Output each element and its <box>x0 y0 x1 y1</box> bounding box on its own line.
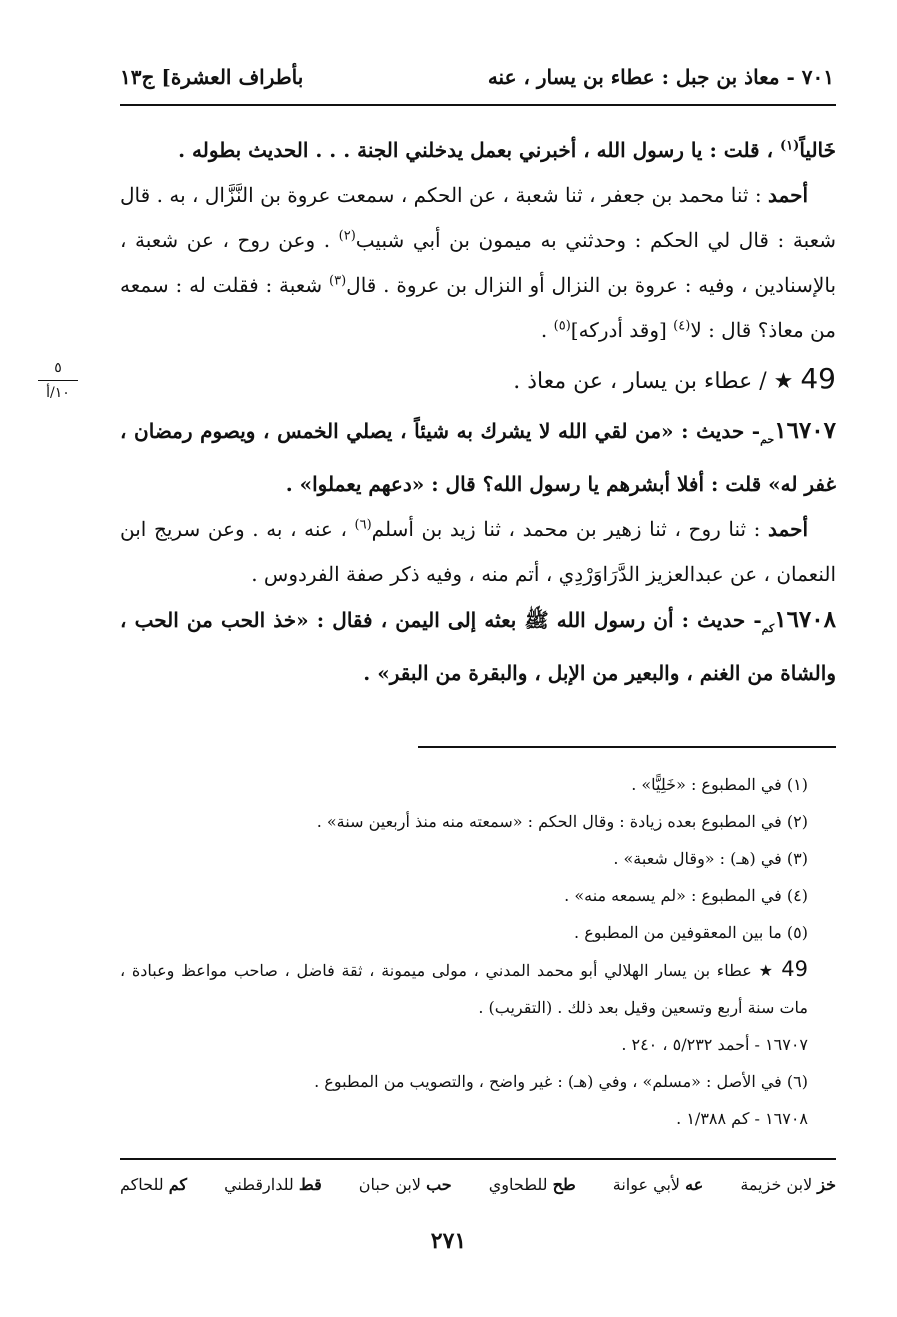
abbreviation-legend <box>120 1166 836 1202</box>
p2-text-1: : ثنا محمد بن جعفر ، ثنا شعبة ، عن الحكم ، سمعت عروة بن النَّزَّال ، به . قال شعبة : قال لي الحكم : وحدثني به ميمون بن أبي شبيب <box>120 183 837 252</box>
abbr-item: حب لابن حبان <box>358 1174 452 1194</box>
abbr-item: خز لابن خزيمة <box>740 1174 836 1194</box>
footnote-ref-5: (٥) <box>553 318 571 334</box>
p2-text-2: . وعن روح ، عن شعبة ، بالإسنادين ، وفيه : عروة بن النزال أو النزال بن عروة . قال <box>120 228 837 297</box>
p1-text: ، قلت : يا رسول الله ، أخبرني بعمل يدخلني الجنة . . . الحديث بطوله . <box>178 138 774 162</box>
biography-note <box>120 951 836 1026</box>
paragraph-2 <box>120 173 836 353</box>
p2-text-5: . <box>540 318 548 342</box>
abbr-item: طح للطحاوي <box>488 1174 576 1194</box>
reference-16708: ١٦٧٠٨ - كم ١/٣٨٨ . <box>676 1109 808 1128</box>
hadith-text: - حديث : «من لقي الله لا يشرك به شيئاً ، يصلي الخمس ، ويصوم رمضان ، غفر له» قلت : أفلا أبشرهم يا رسول الله؟ قال : «دعهم يعملوا» . <box>120 419 836 496</box>
p2-label: أحمد <box>768 183 808 207</box>
bio-text: عطاء بن يسار الهلالي أبو محمد المدني ، مولى ميمونة ، ثقة فاضل ، صاحب مواعظ وعبادة ، مات سنة أربع وتسعين وقيل بعد ذلك . (التقريب) . <box>120 961 808 1017</box>
abbr-item: قط للدارقطني <box>224 1174 322 1194</box>
p3-text-2: ، عنه ، به . وعن سريج ابن النعمان ، عن عبدالعزيز الدَّرَاوَرْدِي ، أتم منه ، وفيه ذكر صفة الفردوس . <box>120 517 836 586</box>
reference-16707: ١٦٧٠٧ - أحمد ٥/٢٣٢ ، ٢٤٠ . <box>621 1035 808 1054</box>
margin-note-top: ٥ <box>38 360 78 381</box>
star-icon: ★ <box>758 961 775 980</box>
section-number: 49 <box>800 362 836 395</box>
header-rule <box>120 104 836 106</box>
footnote-3: (٣) في (هـ) : «وقال شعبة» . <box>613 849 808 868</box>
p3-text-1: : ثنا روح ، ثنا زهير بن محمد ، ثنا زيد بن أسلم <box>371 517 761 541</box>
header-chapter-title: ٧٠١ - معاذ بن جبل : عطاء بن يسار ، عنه <box>487 65 834 89</box>
hadith-number: ١٦٧٠٨ <box>774 606 836 633</box>
hadith-number: ١٦٧٠٧ <box>774 417 836 444</box>
footnote-2: (٢) في المطبوع بعده زيادة : وقال الحكم : «سمعته منه منذ أربعين سنة» . <box>316 812 808 831</box>
footnote-4: (٤) في المطبوع : «لم يسمعه منه» . <box>564 886 808 905</box>
footnote-rule <box>418 746 836 748</box>
main-text <box>120 128 836 696</box>
hadith-16708 <box>120 597 836 696</box>
footnote-ref-2: (٢) <box>338 228 356 244</box>
p2-text-4: [وقد أدركه] <box>570 318 667 342</box>
p1-bold-word: خَالياً <box>799 138 836 162</box>
bio-number: 49 <box>781 957 809 981</box>
legend-rule <box>120 1158 836 1160</box>
hadith-siglum: كم <box>761 622 775 635</box>
footnote-5: (٥) ما بين المعقوفين من المطبوع . <box>574 923 808 942</box>
footnote-ref-1: (١) <box>780 138 800 154</box>
footnote-ref-6: (٦) <box>354 517 372 533</box>
star-icon: ★ <box>773 369 794 394</box>
section-title: / عطاء بن يسار ، عن معاذ . <box>513 369 767 394</box>
section-heading <box>120 353 836 408</box>
paragraph-1 <box>120 128 836 173</box>
footnote-6: (٦) في الأصل : «مسلم» ، وفي (هـ) : غير واضح ، والتصويب من المطبوع . <box>314 1072 808 1091</box>
paragraph-3 <box>120 507 836 597</box>
footnote-ref-3: (٣) <box>329 273 347 289</box>
p3-label: أحمد <box>768 517 808 541</box>
margin-note-bottom: ١٠/أ <box>46 385 70 401</box>
running-header <box>120 60 834 94</box>
page-number: ٢٧١ <box>430 1228 467 1254</box>
hadith-text: - حديث : أن رسول الله ﷺ بعثه إلى اليمن ، فقال : «خذ الحب من الحب ، والشاة من الغنم ، والبعير من الإبل ، والبقرة من البقر» . <box>120 608 836 685</box>
header-book-title: بأطراف العشرة] ج١٣ <box>120 65 304 89</box>
footnote-ref-4: (٤) <box>673 318 691 334</box>
abbr-item: عه لأبي عوانة <box>612 1174 704 1194</box>
footnote-1: (١) في المطبوع : «خَلِيًّا» . <box>631 775 808 794</box>
margin-note <box>38 360 78 401</box>
abbr-item: كم للحاكم <box>120 1174 188 1194</box>
hadith-16707 <box>120 408 836 507</box>
hadith-siglum: حم <box>760 433 775 446</box>
footnotes <box>120 766 836 1137</box>
p2-text-3: شعبة : فقلت له : سمعه من معاذ؟ قال : لا <box>120 273 836 342</box>
